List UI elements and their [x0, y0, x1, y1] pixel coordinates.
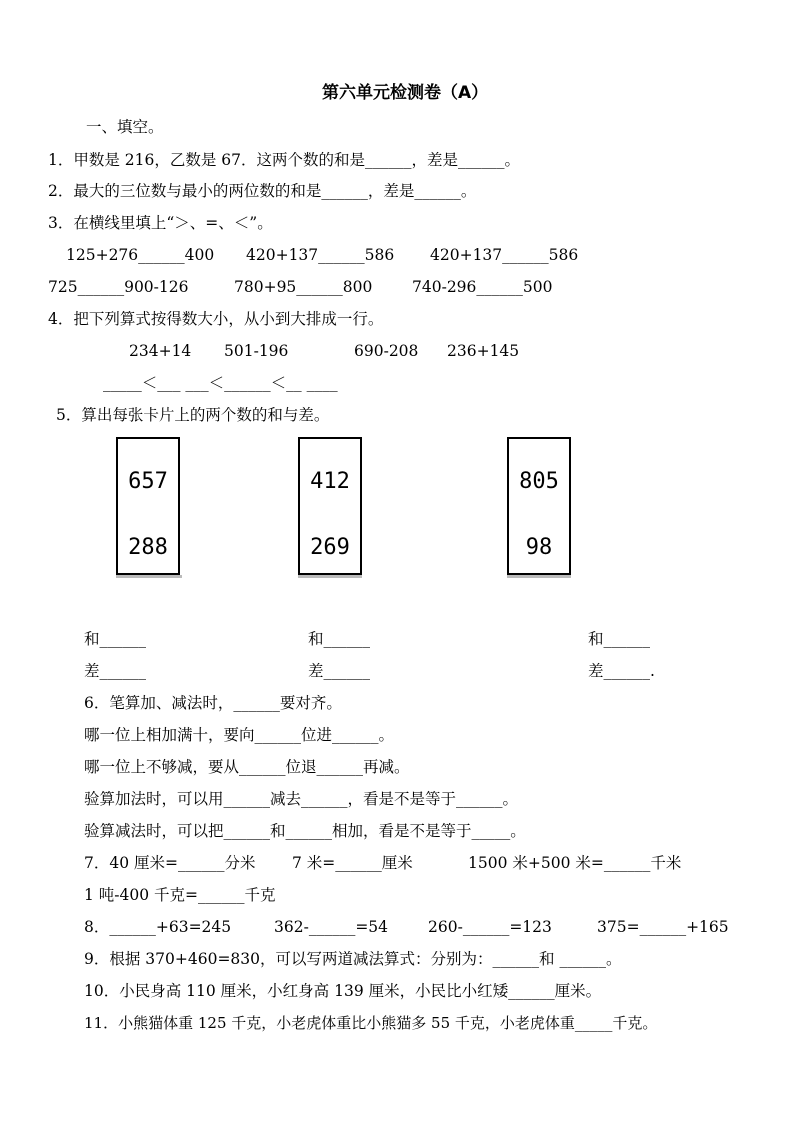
number-card [116, 437, 180, 575]
sum-answer: 和______ [84, 630, 147, 648]
q3-item: 420+137______586 [430, 246, 579, 264]
q4-expression: 236+145 [447, 342, 520, 360]
question-7-item: 1500 米+500 米=______千米 [468, 854, 682, 872]
number-card [507, 437, 571, 575]
question-3: 3．在横线里填上“＞、=、＜”。 [48, 214, 273, 232]
card-top-number: 412 [310, 469, 350, 494]
page-title: 第六单元检测卷（A） [322, 83, 489, 103]
q3-item: 780+95______800 [234, 278, 373, 296]
card-bottom-number: 269 [310, 535, 350, 560]
number-card [298, 437, 362, 575]
q3-item: 725______900-126 [48, 278, 189, 296]
question-6-line: 哪一位上相加满十，要向______位进______。 [84, 726, 395, 744]
q3-item: 420+137______586 [246, 246, 395, 264]
section-heading: 一、填空。 [86, 118, 164, 136]
question-8-item: 375=______+165 [597, 918, 729, 936]
card-shadow [116, 575, 182, 578]
difference-answer: 差______. [588, 662, 655, 680]
sum-answer: 和______ [308, 630, 371, 648]
difference-answer: 差______ [84, 662, 147, 680]
question-6-line: 哪一位上不够减，要从______位退______再减。 [84, 758, 410, 776]
question-6-line: 验算减法时，可以把______和______相加，看是不是等于_____。 [84, 822, 526, 840]
question-2: 2．最大的三位数与最小的两位数的和是______，差是______。 [48, 182, 477, 200]
question-7-item: 7 米=______厘米 [292, 854, 413, 872]
question-8-item: 260-______=123 [428, 918, 552, 936]
card-top-number: 657 [128, 469, 168, 494]
q3-item: 740-296______500 [412, 278, 553, 296]
q4-answer-blanks: _____＜___ ___＜______＜__ ____ [103, 374, 338, 392]
question-1: 1．甲数是 216，乙数是 67．这两个数的和是______，差是______。 [48, 151, 521, 169]
question-6: 6．笔算加、减法时，______要对齐。 [84, 694, 342, 712]
question-4: 4．把下列算式按得数大小，从小到大排成一行。 [48, 310, 384, 328]
question-5: 5．算出每张卡片上的两个数的和与差。 [56, 406, 330, 424]
question-7-item: 1 吨-400 千克=______千克 [84, 886, 276, 904]
difference-answer: 差______ [308, 662, 371, 680]
sum-answer: 和______ [588, 630, 651, 648]
question-6-line: 验算加法时，可以用______减去______，看是不是等于______。 [84, 790, 519, 808]
card-shadow [507, 575, 571, 578]
q4-expression: 690-208 [354, 342, 419, 360]
q4-expression: 234+14 [129, 342, 192, 360]
question-10: 10．小民身高 110 厘米，小红身高 139 厘米，小民比小红矮______厘米。 [84, 982, 602, 1000]
card-bottom-number: 98 [525, 535, 553, 560]
q3-item: 125+276______400 [66, 246, 215, 264]
question-8-item: 8．______+63=245 [84, 918, 232, 936]
question-9: 9．根据 370+460=830，可以写两道减法算式：分别为：______和 ______。 [84, 950, 622, 968]
q4-expression: 501-196 [224, 342, 289, 360]
question-7-item: 7．40 厘米=______分米 [84, 854, 256, 872]
question-8-item: 362-______=54 [274, 918, 389, 936]
question-11: 11．小熊猫体重 125 千克，小老虎体重比小熊猫多 55 千克，小老虎体重_____千克。 [84, 1014, 658, 1032]
card-shadow [298, 575, 362, 578]
card-top-number: 805 [519, 469, 559, 494]
card-bottom-number: 288 [128, 535, 168, 560]
